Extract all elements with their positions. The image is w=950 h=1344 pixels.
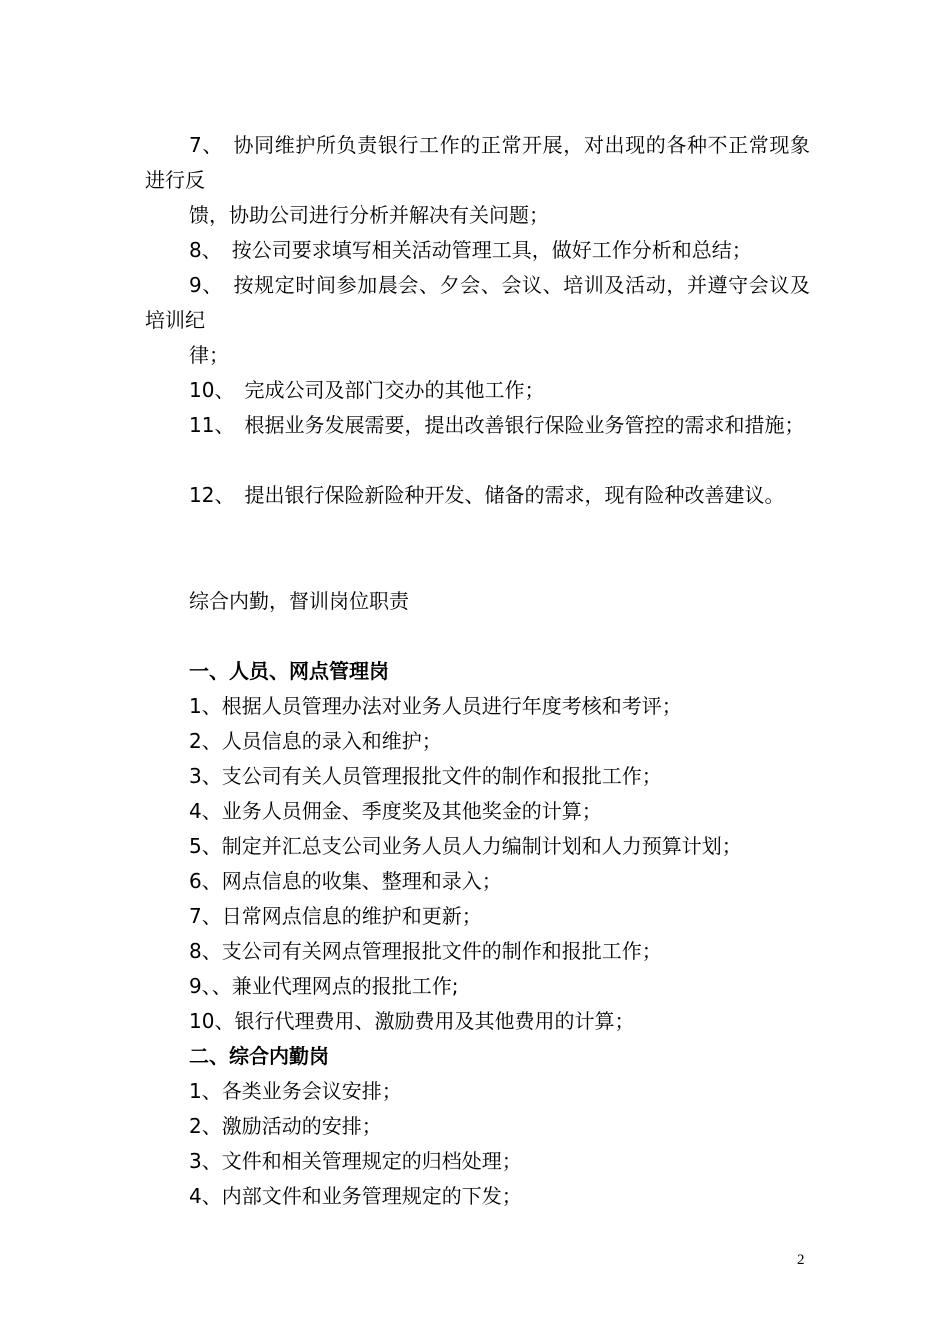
section-heading-2: 二、综合内勤岗 [189, 1044, 329, 1068]
duty-item-9 [145, 268, 810, 338]
list-item: 4、内部文件和业务管理规定的下发； [189, 1184, 522, 1208]
duty-item-7-continuation: 馈，协助公司进行分析并解决有关问题； [189, 203, 549, 227]
duty-item-12-text: 12、 提出银行保险新险种开发、储备的需求，现有险种改善建议。 [189, 483, 785, 507]
list-item: 9、、兼业代理网点的报批工作; [189, 974, 459, 998]
list-item: 7、日常网点信息的维护和更新； [189, 904, 482, 928]
list-item: 10、银行代理费用、激励费用及其他费用的计算； [189, 1009, 635, 1033]
list-item: 8、支公司有关网点管理报批文件的制作和报批工作； [189, 939, 662, 963]
duty-item-10: 10、 完成公司及部门交办的其他工作； [189, 378, 545, 402]
duty-item-9-text: 9、 按规定时间参加晨会、夕会、会议、培训及活动，并遵守会议及培训纪 [145, 273, 810, 332]
duty-item-11 [145, 408, 810, 443]
duty-item-9-continuation: 律； [189, 343, 229, 367]
list-item: 3、文件和相关管理规定的归档处理； [189, 1149, 522, 1173]
list-item: 2、人员信息的录入和维护； [189, 729, 442, 753]
list-item: 1、各类业务会议安排； [189, 1079, 402, 1103]
section-title: 综合内勤，督训岗位职责 [189, 589, 409, 613]
list-item: 1、根据人员管理办法对业务人员进行年度考核和考评； [189, 694, 682, 718]
page-number: 2 [797, 1252, 805, 1268]
list-item: 2、激励活动的安排； [189, 1114, 382, 1138]
duty-item-11-text: 11、 根据业务发展需要，提出改善银行保险业务管控的需求和措施； [189, 413, 805, 437]
list-item: 4、业务人员佣金、季度奖及其他奖金的计算； [189, 799, 602, 823]
list-item: 3、支公司有关人员管理报批文件的制作和报批工作； [189, 764, 662, 788]
duty-item-8: 8、 按公司要求填写相关活动管理工具，做好工作分析和总结； [189, 238, 752, 262]
duty-item-12 [145, 478, 810, 513]
list-item: 5、制定并汇总支公司业务人员人力编制计划和人力预算计划； [189, 834, 742, 858]
duty-item-7 [145, 128, 810, 198]
section-heading-1: 一、人员、网点管理岗 [189, 659, 389, 683]
duty-item-7-text: 7、 协同维护所负责银行工作的正常开展，对出现的各种不正常现象进行反 [145, 133, 810, 192]
list-item: 6、网点信息的收集、整理和录入； [189, 869, 502, 893]
